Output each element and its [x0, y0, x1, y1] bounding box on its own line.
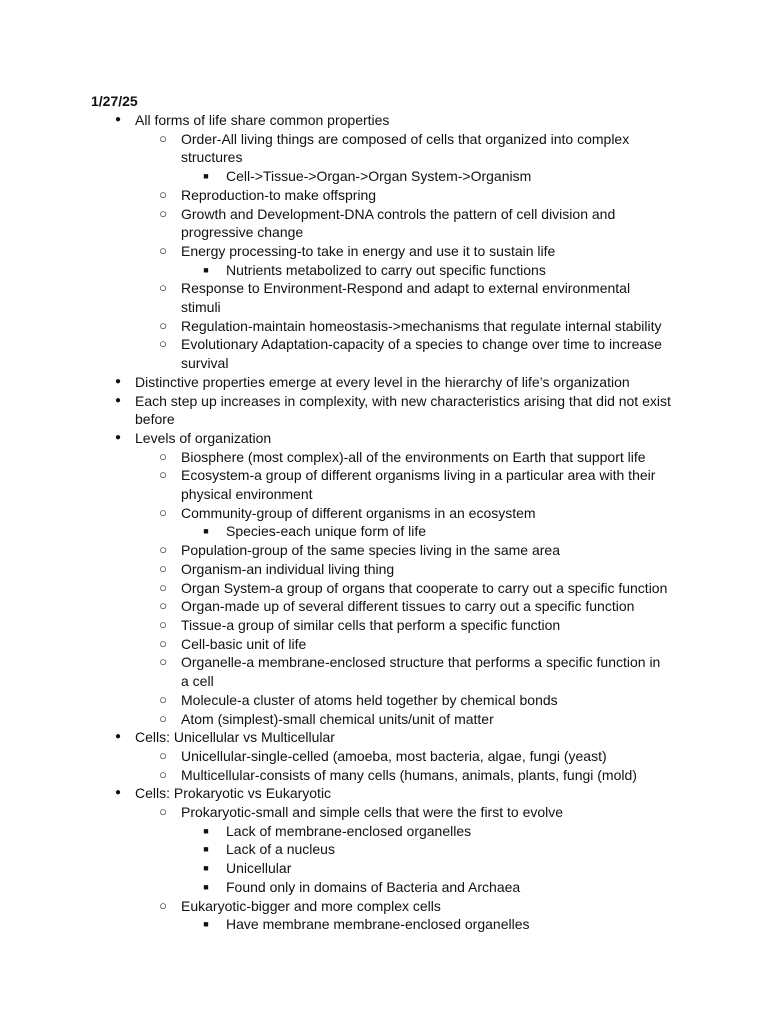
list-item-level-2 [0, 579, 671, 598]
list-item-level-3 [0, 167, 666, 186]
list-item-text: Reproduction-to make offspring [181, 186, 377, 203]
list-item-level-2 [0, 653, 671, 690]
list-item-level-2 [0, 747, 671, 766]
list-item-level-3 [0, 522, 666, 541]
list-item-text: Organ System-a group of organs that cooperate to carry out a specific function [181, 579, 668, 596]
list-item-level-3 [0, 859, 666, 878]
bullet-icon: ○ [159, 336, 167, 352]
bullet-icon: ■ [203, 264, 209, 275]
list-item-level-3 [0, 915, 666, 934]
bullet-icon: ○ [159, 542, 167, 558]
list-item-text: Eukaryotic-bigger and more complex cells [181, 897, 441, 914]
bullet-icon: ● [114, 731, 122, 743]
list-item-text: Species-each unique form of life [226, 523, 426, 540]
bullet-icon: ○ [159, 579, 167, 595]
list-item-level-2 [0, 691, 671, 710]
list-item-text: Community-group of different organisms in an ecosystem [181, 504, 536, 521]
list-item-text: Cells: Prokaryotic vs Eukaryotic [135, 785, 332, 802]
list-item-text: Growth and Development-DNA controls the pattern of cell division and progressive change [181, 205, 616, 241]
list-item-text: Evolutionary Adaptation-capacity of a species to change over time to increase survival [181, 336, 662, 372]
list-item-level-2 [0, 897, 671, 916]
list-item-text: Organ-made up of several different tissues to carry out a specific function [181, 598, 635, 615]
bullet-icon: ■ [203, 844, 209, 855]
bullet-icon: ○ [159, 747, 167, 763]
list-item-text: Organelle-a membrane-enclosed structure that performs a specific function in a cell [181, 654, 661, 690]
list-item-text: Distinctive properties emerge at every level in the hierarchy of life’s organization [135, 373, 630, 390]
bullet-icon: ○ [159, 317, 167, 333]
list-item-text: Cell->Tissue->Organ->Organ System->Organism [226, 168, 532, 185]
bullet-icon: ● [114, 431, 122, 443]
bullet-icon: ○ [159, 804, 167, 820]
bullet-icon: ■ [203, 171, 209, 182]
list-item-level-2 [0, 130, 671, 167]
list-item-text: Energy processing-to take in energy and use it to sustain life [181, 242, 556, 259]
bullet-icon: ○ [159, 710, 167, 726]
notes-list [0, 111, 768, 934]
list-item-text: Population-group of the same species living in the same area [181, 542, 560, 559]
bullet-icon: ○ [159, 635, 167, 651]
list-item-level-2 [0, 448, 671, 467]
list-item-level-2 [0, 504, 671, 523]
list-item-text: Multicellular-consists of many cells (humans, animals, plants, fungi (mold) [181, 766, 637, 783]
list-item-text: Organism-an individual living thing [181, 560, 395, 577]
bullet-icon: ○ [159, 691, 167, 707]
list-item-level-2 [0, 710, 671, 729]
bullet-icon: ○ [159, 897, 167, 913]
list-item-level-3 [0, 878, 666, 897]
bullet-icon: ○ [159, 280, 167, 296]
list-item-level-1 [0, 373, 675, 392]
list-item-level-2 [0, 597, 671, 616]
bullet-icon: ○ [159, 242, 167, 258]
list-item-level-2 [0, 279, 671, 316]
list-item-text: Have membrane membrane-enclosed organelles [226, 916, 530, 933]
list-item-level-1 [0, 392, 675, 429]
list-item-level-2 [0, 242, 671, 261]
bullet-icon: ○ [159, 560, 167, 576]
list-item-level-3 [0, 840, 666, 859]
bullet-icon: ● [114, 787, 122, 799]
bullet-icon: ■ [203, 919, 209, 930]
bullet-icon: ■ [203, 863, 209, 874]
list-item-text: Unicellular-single-celled (amoeba, most bacteria, algae, fungi (yeast) [181, 747, 607, 764]
list-item-level-2 [0, 803, 671, 822]
bullet-icon: ○ [159, 448, 167, 464]
list-item-level-2 [0, 466, 671, 503]
bullet-icon: ○ [159, 598, 167, 614]
list-item-level-2 [0, 335, 671, 372]
list-item-text: Cell-basic unit of life [181, 635, 307, 652]
list-item-text: Levels of organization [135, 429, 272, 446]
bullet-icon: ○ [159, 186, 167, 202]
list-item-level-2 [0, 560, 671, 579]
list-item-level-2 [0, 616, 671, 635]
list-item-text: Nutrients metabolized to carry out specific functions [226, 261, 546, 278]
list-item-text: Atom (simplest)-small chemical units/unit of matter [181, 710, 494, 727]
list-item-level-2 [0, 317, 671, 336]
bullet-icon: ● [114, 375, 122, 387]
list-item-text: Each step up increases in complexity, with new characteristics arising that did not exist before [135, 392, 671, 428]
list-item-level-3 [0, 261, 666, 280]
list-item-level-3 [0, 822, 666, 841]
list-item-text: Found only in domains of Bacteria and Archaea [226, 878, 521, 895]
list-item-level-1 [0, 784, 675, 803]
list-item-text: Biosphere (most complex)-all of the environments on Earth that support life [181, 448, 646, 465]
bullet-icon: ● [114, 394, 122, 406]
list-item-level-2 [0, 635, 671, 654]
list-item-level-1 [0, 111, 675, 130]
bullet-icon: ○ [159, 654, 167, 670]
list-item-text: Order-All living things are composed of cells that organized into complex structures [181, 130, 630, 166]
bullet-icon: ● [114, 114, 122, 125]
list-item-text: Ecosystem-a group of different organisms living in a particular area with their physical environment [181, 467, 656, 503]
bullet-icon: ○ [159, 130, 167, 146]
note-date: 1/27/25 [91, 93, 138, 109]
bullet-icon: ■ [203, 526, 209, 537]
list-item-text: Cells: Unicellular vs Multicellular [135, 729, 335, 746]
list-item-text: Lack of a nucleus [226, 841, 335, 858]
list-item-level-2 [0, 766, 671, 785]
list-item-text: Lack of membrane-enclosed organelles [226, 822, 472, 839]
list-item-level-2 [0, 205, 671, 242]
list-item-text: Regulation-maintain homeostasis->mechanisms that regulate internal stability [181, 317, 662, 334]
bullet-icon: ○ [159, 504, 167, 520]
bullet-icon: ○ [159, 766, 167, 782]
bullet-icon: ○ [159, 616, 167, 632]
list-item-level-1 [0, 728, 675, 747]
list-item-level-1 [0, 429, 675, 448]
bullet-icon: ■ [203, 825, 209, 836]
list-item-level-2 [0, 541, 671, 560]
list-item-level-2 [0, 186, 671, 205]
list-item-text: All forms of life share common properties [135, 112, 390, 128]
list-item-text: Response to Environment-Respond and adapt to external environmental stimuli [181, 280, 631, 316]
bullet-icon: ■ [203, 881, 209, 892]
bullet-icon: ○ [159, 467, 167, 483]
list-item-text: Unicellular [226, 860, 292, 877]
bullet-icon: ○ [159, 205, 167, 221]
list-item-text: Prokaryotic-small and simple cells that were the first to evolve [181, 804, 564, 821]
list-item-text: Tissue-a group of similar cells that perform a specific function [181, 616, 561, 633]
list-item-text: Molecule-a cluster of atoms held together by chemical bonds [181, 691, 558, 708]
